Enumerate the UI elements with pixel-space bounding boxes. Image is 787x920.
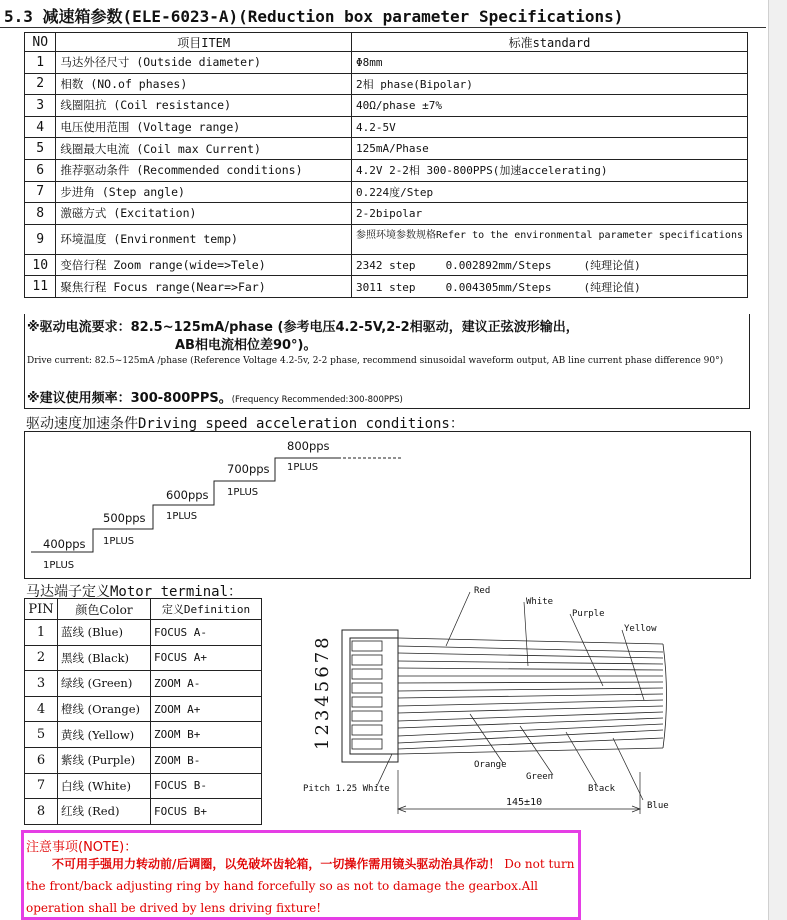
row-no: 6	[25, 159, 56, 181]
drive-current-note-cn-2: AB相电流相位差90°)。	[175, 338, 317, 353]
terminal-title: 马达端子定义Motor terminal：	[26, 584, 243, 600]
table-row	[25, 95, 748, 117]
pin-number: 8	[25, 799, 58, 825]
drive-current-note-cn: ※驱动电流要求：82.5~125mA/phase (参考电压4.2-5V,2-2相驱动，建议正弦波形输出，	[27, 320, 579, 335]
pin-numbers: 12345678	[312, 634, 333, 750]
zoom-theory-note: (纯理论值)	[583, 259, 641, 273]
pin-number: 3	[25, 671, 58, 697]
focus-steps: 3011 step	[355, 280, 416, 294]
plus-label: 1PLUS	[166, 511, 198, 522]
step-label: 400pps	[43, 537, 86, 551]
pin-table-header	[25, 599, 262, 620]
warning-box	[21, 830, 581, 920]
table-row	[25, 747, 262, 773]
zoom-step-size: 0.002892mm/Steps	[445, 259, 552, 273]
table-row	[25, 276, 748, 298]
plus-label: 1PLUS	[227, 487, 259, 498]
row-item: 聚焦行程 Focus range(Near=>Far)	[56, 276, 352, 298]
header-standard: 标准standard	[351, 33, 747, 52]
pin-definition: ZOOM B+	[151, 722, 262, 748]
row-standard: 4.2V 2-2相 300-800PPS(加速accelerating)	[351, 159, 747, 181]
pin-color: 橙线 (Orange)	[58, 696, 151, 722]
acceleration-diagram	[24, 431, 751, 579]
row-no: 11	[25, 276, 56, 298]
row-standard: 参照环境参数规格Refer to the environmental parameter specifications	[351, 224, 747, 254]
row-no: 8	[25, 203, 56, 225]
length-label: 145±10	[506, 797, 543, 808]
spec-table	[24, 32, 748, 298]
acceleration-title: 驱动速度加速条件Driving speed acceleration conditions：	[26, 416, 464, 432]
focus-step-size: 0.004305mm/Steps	[445, 280, 552, 294]
pitch-label: Pitch 1.25 White	[303, 784, 390, 794]
table-row	[25, 620, 262, 646]
wire-label-yellow: Yellow	[624, 624, 657, 634]
wire-label-white: White	[526, 597, 554, 607]
table-row	[25, 671, 262, 697]
pin-definition: FOCUS B-	[151, 773, 262, 799]
focus-theory-note: (纯理论值)	[583, 280, 641, 294]
table-row	[25, 696, 262, 722]
wire-label-black: Black	[588, 784, 616, 794]
table-row	[25, 116, 748, 138]
table-row	[25, 52, 748, 74]
pin-definition: FOCUS A-	[151, 620, 262, 646]
table-row	[25, 224, 748, 254]
row-item: 推荐驱动条件 (Recommended conditions)	[56, 159, 352, 181]
pin-definition: ZOOM A-	[151, 671, 262, 697]
step-label: 600pps	[166, 488, 209, 502]
wire-harness-diagram	[298, 582, 768, 817]
table-row	[25, 773, 262, 799]
row-item: 环境温度 (Environment temp)	[56, 224, 352, 254]
row-no: 3	[25, 95, 56, 117]
row-standard: 125mA/Phase	[351, 138, 747, 160]
wire-label-red: Red	[474, 586, 491, 596]
row-item: 线圈阻抗 (Coil resistance)	[56, 95, 352, 117]
warning-head: 注意事项(NOTE)：	[26, 840, 138, 855]
header-pin: PIN	[25, 599, 58, 620]
row-standard	[351, 276, 747, 298]
row-no: 2	[25, 73, 56, 95]
header-no: NO	[25, 33, 56, 52]
row-item: 步进角 (Step angle)	[56, 181, 352, 203]
warning-text-cn: 不可用手强用力转动前/后调圈，以免破坏齿轮箱，一切操作需用镜头驱动治具作动！	[52, 857, 501, 871]
pin-definition: ZOOM A+	[151, 696, 262, 722]
frequency-note-cn: ※建议使用频率：300-800PPS。	[27, 391, 232, 406]
row-standard: 2相 phase(Bipolar)	[351, 73, 747, 95]
table-row	[25, 203, 748, 225]
row-item: 相数 (NO.of phases)	[56, 73, 352, 95]
warning-text-en: Do not turn the front/back adjusting ring by hand forcefully so as not to damage the gearbox.All operation shall be drived by lens driving fixture!	[26, 857, 575, 915]
step-label: 500pps	[103, 511, 146, 525]
pin-color: 白线 (White)	[58, 773, 151, 799]
pin-number: 7	[25, 773, 58, 799]
wire-label-green: Green	[526, 772, 554, 782]
row-standard: 2-2bipolar	[351, 203, 747, 225]
pin-color: 黄线 (Yellow)	[58, 722, 151, 748]
spec-table-header	[25, 33, 748, 52]
row-item: 激磁方式 (Excitation)	[56, 203, 352, 225]
table-row	[25, 799, 262, 825]
table-row	[25, 254, 748, 276]
row-standard: 0.224度/Step	[351, 181, 747, 203]
row-no: 1	[25, 52, 56, 74]
row-item: 马达外径尺寸 (Outside diameter)	[56, 52, 352, 74]
plus-label: 1PLUS	[43, 560, 75, 571]
header-color: 颜色Color	[58, 599, 151, 620]
frequency-note	[27, 387, 403, 406]
warning-body	[26, 853, 576, 919]
pin-number: 1	[25, 620, 58, 646]
row-no: 7	[25, 181, 56, 203]
header-definition: 定义Definition	[151, 599, 262, 620]
table-row	[25, 722, 262, 748]
pin-color: 绿线 (Green)	[58, 671, 151, 697]
table-row	[25, 181, 748, 203]
row-no: 4	[25, 116, 56, 138]
frequency-note-en: (Frequency Recommended:300-800PPS)	[231, 395, 403, 405]
drive-current-note-en: Drive current: 82.5~125mA /phase (Reference Voltage 4.2-5v, 2-2 phase, recommend sinusoidal waveform output, AB line current phase difference 90°)	[27, 356, 724, 366]
title-divider	[0, 27, 766, 28]
section-title: 5.3 减速箱参数(ELE-6023-A)(Reduction box parameter Specifications)	[4, 7, 624, 26]
pin-definition: FOCUS B+	[151, 799, 262, 825]
wire-label-blue: Blue	[647, 801, 669, 811]
plus-label: 1PLUS	[287, 462, 319, 473]
plus-label: 1PLUS	[103, 536, 135, 547]
pin-number: 4	[25, 696, 58, 722]
scrollbar-track[interactable]	[768, 0, 787, 920]
step-label: 700pps	[227, 462, 270, 476]
row-standard: 4.2-5V	[351, 116, 747, 138]
row-no: 10	[25, 254, 56, 276]
drive-notes	[24, 314, 750, 409]
row-standard: Φ8mm	[351, 52, 747, 74]
pin-color: 黑线 (Black)	[58, 645, 151, 671]
wire-label-purple: Purple	[572, 609, 605, 619]
pin-color: 紫线 (Purple)	[58, 747, 151, 773]
row-no: 5	[25, 138, 56, 160]
table-row	[25, 645, 262, 671]
pin-color: 蓝线 (Blue)	[58, 620, 151, 646]
pin-color: 红线 (Red)	[58, 799, 151, 825]
pin-number: 6	[25, 747, 58, 773]
row-standard	[351, 254, 747, 276]
pin-definition: FOCUS A+	[151, 645, 262, 671]
pin-table	[24, 598, 262, 825]
pin-definition: ZOOM B-	[151, 747, 262, 773]
row-item: 线圈最大电流 (Coil max Current)	[56, 138, 352, 160]
pin-number: 5	[25, 722, 58, 748]
row-item: 电压使用范围 (Voltage range)	[56, 116, 352, 138]
row-standard: 40Ω/phase ±7%	[351, 95, 747, 117]
step-label: 800pps	[287, 439, 330, 453]
table-row	[25, 73, 748, 95]
zoom-steps: 2342 step	[355, 259, 416, 273]
pin-number: 2	[25, 645, 58, 671]
wire-label-orange: Orange	[474, 760, 507, 770]
row-item: 变倍行程 Zoom range(wide=>Tele)	[56, 254, 352, 276]
row-no: 9	[25, 224, 56, 254]
acceleration-staircase	[25, 432, 750, 578]
header-item: 项目ITEM	[56, 33, 352, 52]
table-row	[25, 159, 748, 181]
table-row	[25, 138, 748, 160]
